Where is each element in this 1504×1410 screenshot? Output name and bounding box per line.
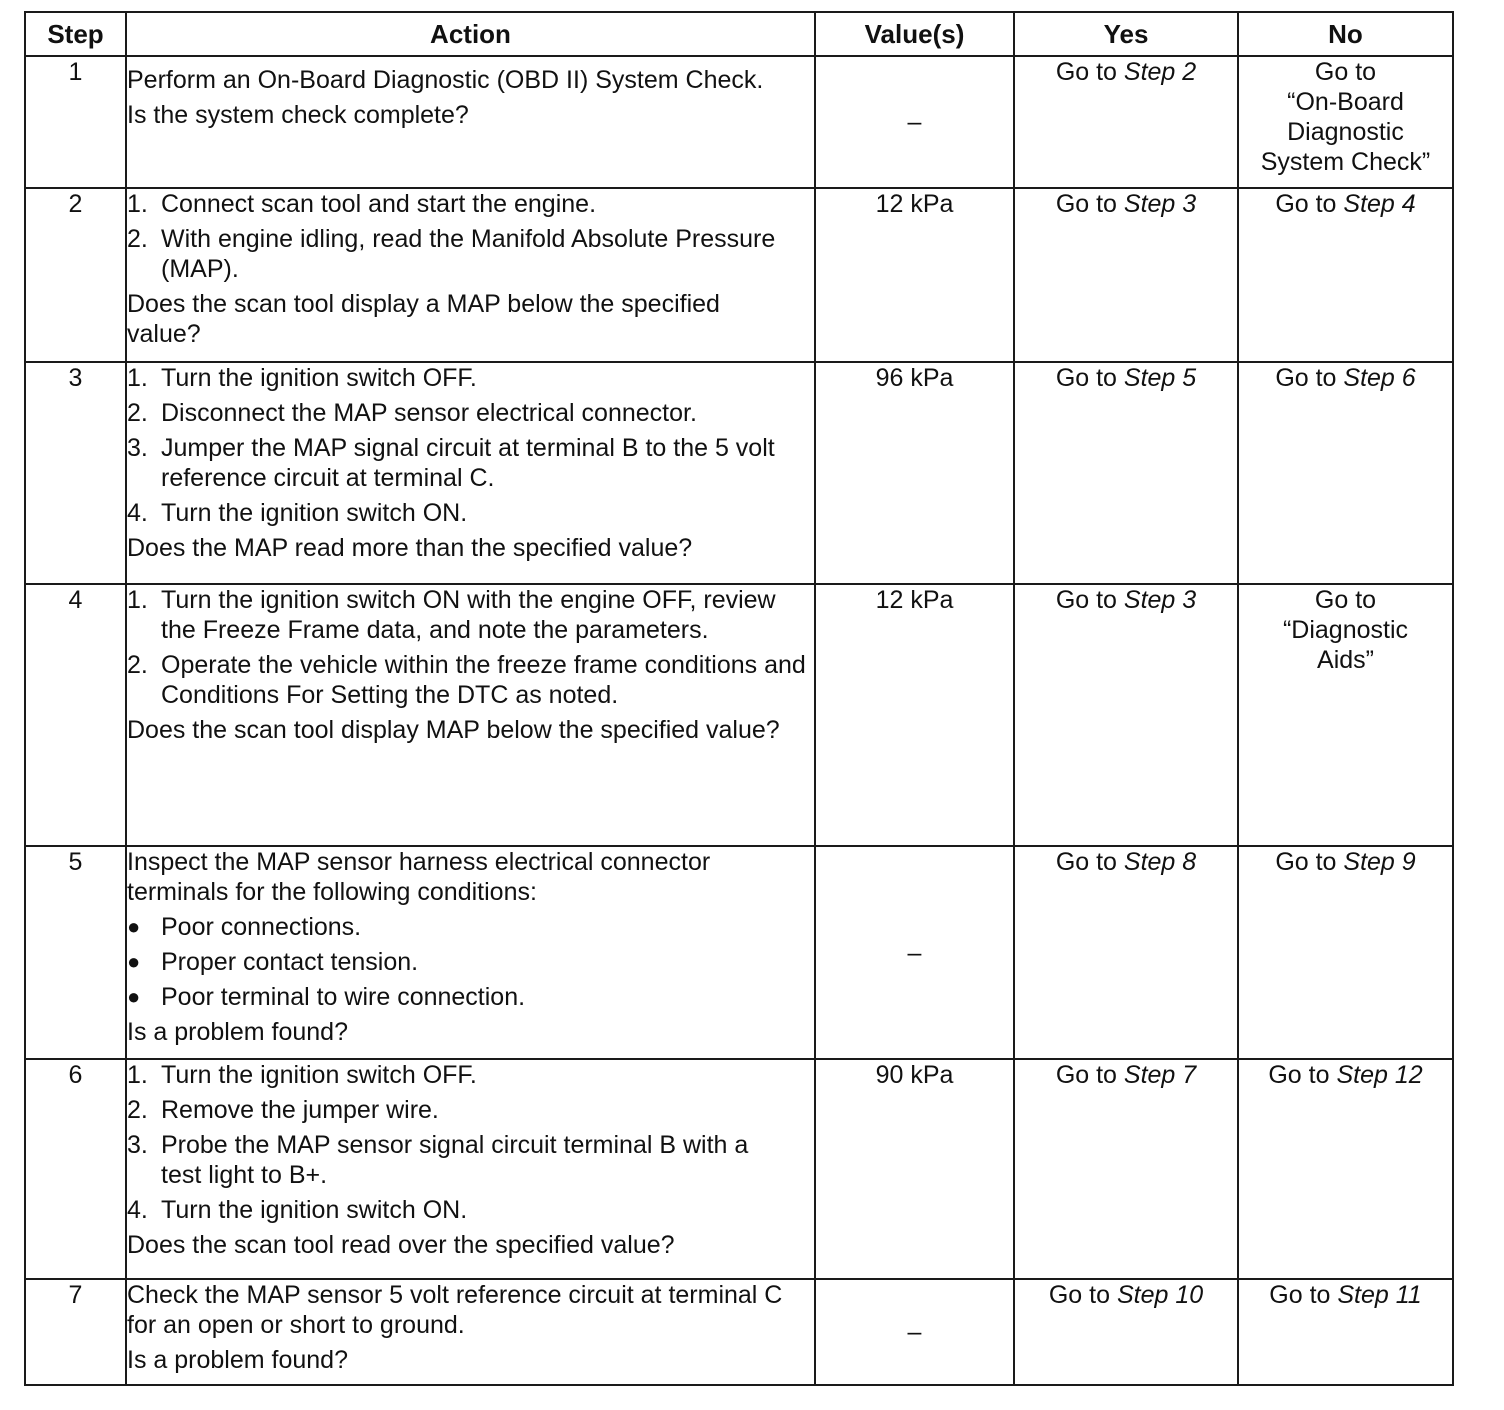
yes-prefix: Go to xyxy=(1055,58,1124,86)
action-cell xyxy=(126,362,815,584)
action-item xyxy=(127,189,814,219)
no-line[interactable]: “Diagnostic xyxy=(1282,616,1409,644)
bullet-item xyxy=(127,947,814,977)
action-item xyxy=(127,1060,814,1090)
item-number: 1. xyxy=(127,190,148,218)
item-number: 2. xyxy=(127,1096,148,1124)
no-cell xyxy=(1238,56,1453,188)
item-text: Turn the ignition switch OFF. xyxy=(161,364,477,392)
step-number: 2 xyxy=(25,188,126,362)
no-step-link[interactable]: Step 11 xyxy=(1337,1281,1422,1309)
yes-cell xyxy=(1014,1279,1238,1385)
bullet-icon: ● xyxy=(127,914,141,939)
yes-cell xyxy=(1014,846,1238,1059)
action-question: Does the scan tool read over the specified value? xyxy=(127,1231,675,1259)
action-item xyxy=(127,585,814,645)
no-cell xyxy=(1238,846,1453,1059)
yes-step-link[interactable]: Step 7 xyxy=(1123,1061,1197,1089)
action-item xyxy=(127,224,814,284)
header-row xyxy=(25,12,1453,56)
step-number: 3 xyxy=(25,362,126,584)
item-text: Probe the MAP sensor signal circuit terminal B with a test light to B+. xyxy=(161,1131,749,1189)
yes-step-link[interactable]: Step 10 xyxy=(1116,1281,1204,1309)
action-cell xyxy=(126,1059,815,1279)
action-cell xyxy=(126,188,815,362)
table-row xyxy=(25,188,1453,362)
item-number: 1. xyxy=(127,1061,148,1089)
action-question: Does the MAP read more than the specified value? xyxy=(127,534,693,562)
no-prefix: Go to xyxy=(1268,1061,1337,1089)
yes-prefix: Go to xyxy=(1055,848,1124,876)
table-row xyxy=(25,1059,1453,1279)
no-line[interactable]: Diagnostic xyxy=(1287,118,1404,146)
yes-step-link[interactable]: Step 2 xyxy=(1123,58,1197,86)
action-question: Does the scan tool display a MAP below the specified value? xyxy=(127,290,720,348)
yes-cell xyxy=(1014,188,1238,362)
item-number: 1. xyxy=(127,586,148,614)
bullet-text: Poor connections. xyxy=(161,913,362,941)
item-text: Disconnect the MAP sensor electrical connector. xyxy=(161,399,697,427)
item-number: 4. xyxy=(127,499,148,527)
item-text: Remove the jumper wire. xyxy=(161,1096,439,1124)
no-step-link[interactable]: Step 4 xyxy=(1343,190,1416,218)
no-prefix: Go to xyxy=(1275,848,1344,876)
step-number: 4 xyxy=(25,584,126,846)
no-step-link[interactable]: Step 6 xyxy=(1343,364,1416,392)
no-cell xyxy=(1238,584,1453,846)
action-cell xyxy=(126,56,815,188)
value-cell: 90 kPa xyxy=(815,1059,1014,1279)
item-number: 1. xyxy=(127,364,148,392)
action-intro: Inspect the MAP sensor harness electrical connector terminals for the following conditions: xyxy=(127,848,711,906)
table-row xyxy=(25,584,1453,846)
yes-step-link[interactable]: Step 3 xyxy=(1123,190,1197,218)
bullet-icon: ● xyxy=(127,949,141,974)
yes-cell xyxy=(1014,362,1238,584)
step-number: 1 xyxy=(25,56,126,188)
action-question: Is a problem found? xyxy=(127,1346,348,1374)
item-text: Turn the ignition switch OFF. xyxy=(161,1061,477,1089)
yes-cell xyxy=(1014,56,1238,188)
no-line: Go to xyxy=(1314,58,1377,86)
no-step-link[interactable]: Step 12 xyxy=(1336,1061,1423,1089)
item-text: Turn the ignition switch ON. xyxy=(161,1196,468,1224)
no-line[interactable]: Aids” xyxy=(1317,646,1374,674)
action-item xyxy=(127,1130,814,1190)
diagnostic-table xyxy=(24,11,1454,1386)
yes-prefix: Go to xyxy=(1055,364,1124,392)
step-number: 6 xyxy=(25,1059,126,1279)
no-prefix: Go to xyxy=(1275,364,1344,392)
action-question: Does the scan tool display MAP below the specified value? xyxy=(127,716,780,744)
yes-cell xyxy=(1014,584,1238,846)
step-number: 7 xyxy=(25,1279,126,1385)
header-action: Action xyxy=(126,12,815,56)
action-item xyxy=(127,498,814,528)
item-text: With engine idling, read the Manifold Absolute Pressure (MAP). xyxy=(161,225,776,283)
yes-cell xyxy=(1014,1059,1238,1279)
no-prefix: Go to xyxy=(1269,1281,1338,1309)
bullet-text: Proper contact tension. xyxy=(161,948,419,976)
item-number: 2. xyxy=(127,651,148,679)
action-item xyxy=(127,398,814,428)
header-yes: Yes xyxy=(1014,12,1238,56)
action-item xyxy=(127,650,814,710)
table-row xyxy=(25,1279,1453,1385)
value-cell: 12 kPa xyxy=(815,188,1014,362)
table-row xyxy=(25,56,1453,188)
action-item xyxy=(127,1095,814,1125)
yes-prefix: Go to xyxy=(1055,1061,1124,1089)
value-cell: – xyxy=(815,846,1014,1059)
table-row xyxy=(25,846,1453,1059)
no-step-link[interactable]: Step 9 xyxy=(1343,848,1416,876)
item-text: Connect scan tool and start the engine. xyxy=(161,190,597,218)
no-line[interactable]: “On-Board xyxy=(1287,88,1404,116)
item-text: Operate the vehicle within the freeze frame conditions and Conditions For Setting the DTC as noted. xyxy=(161,651,806,709)
diagnostic-table-container xyxy=(24,11,1454,1386)
action-cell xyxy=(126,846,815,1059)
item-number: 2. xyxy=(127,399,148,427)
yes-step-link[interactable]: Step 8 xyxy=(1123,848,1197,876)
yes-step-link[interactable]: Step 5 xyxy=(1123,364,1197,392)
yes-prefix: Go to xyxy=(1055,190,1124,218)
table-row xyxy=(25,362,1453,584)
value-cell: – xyxy=(815,56,1014,188)
bullet-icon: ● xyxy=(127,984,141,1009)
no-line: Go to xyxy=(1314,586,1377,614)
header-values: Value(s) xyxy=(815,12,1014,56)
action-intro: Check the MAP sensor 5 volt reference circuit at terminal C for an open or short to ground. xyxy=(127,1281,783,1339)
no-cell xyxy=(1238,1059,1453,1279)
yes-prefix: Go to xyxy=(1048,1281,1117,1309)
value-cell: – xyxy=(815,1279,1014,1385)
action-item xyxy=(127,1195,814,1225)
item-text: Turn the ignition switch ON. xyxy=(161,499,468,527)
bullet-item xyxy=(127,982,814,1012)
action-intro: Perform an On-Board Diagnostic (OBD II) System Check. xyxy=(127,66,764,94)
yes-step-link[interactable]: Step 3 xyxy=(1123,586,1197,614)
action-question: Is a problem found? xyxy=(127,1018,348,1046)
action-cell xyxy=(126,1279,815,1385)
value-cell: 96 kPa xyxy=(815,362,1014,584)
action-item xyxy=(127,363,814,393)
no-cell xyxy=(1238,1279,1453,1385)
action-item xyxy=(127,433,814,493)
no-line[interactable]: System Check” xyxy=(1260,148,1431,176)
no-cell xyxy=(1238,188,1453,362)
item-number: 4. xyxy=(127,1196,148,1224)
bullet-item xyxy=(127,912,814,942)
item-text: Jumper the MAP signal circuit at terminal B to the 5 volt reference circuit at terminal C. xyxy=(161,434,775,492)
step-number: 5 xyxy=(25,846,126,1059)
no-prefix: Go to xyxy=(1275,190,1344,218)
item-text: Turn the ignition switch ON with the engine OFF, review the Freeze Frame data, and note the parameters. xyxy=(161,586,776,644)
bullet-text: Poor terminal to wire connection. xyxy=(161,983,526,1011)
action-question: Is the system check complete? xyxy=(127,101,469,129)
item-number: 3. xyxy=(127,434,148,462)
action-cell xyxy=(126,584,815,846)
item-number: 3. xyxy=(127,1131,148,1159)
no-cell xyxy=(1238,362,1453,584)
header-step: Step xyxy=(25,12,126,56)
header-no: No xyxy=(1238,12,1453,56)
item-number: 2. xyxy=(127,225,148,253)
value-cell: 12 kPa xyxy=(815,584,1014,846)
yes-prefix: Go to xyxy=(1055,586,1124,614)
